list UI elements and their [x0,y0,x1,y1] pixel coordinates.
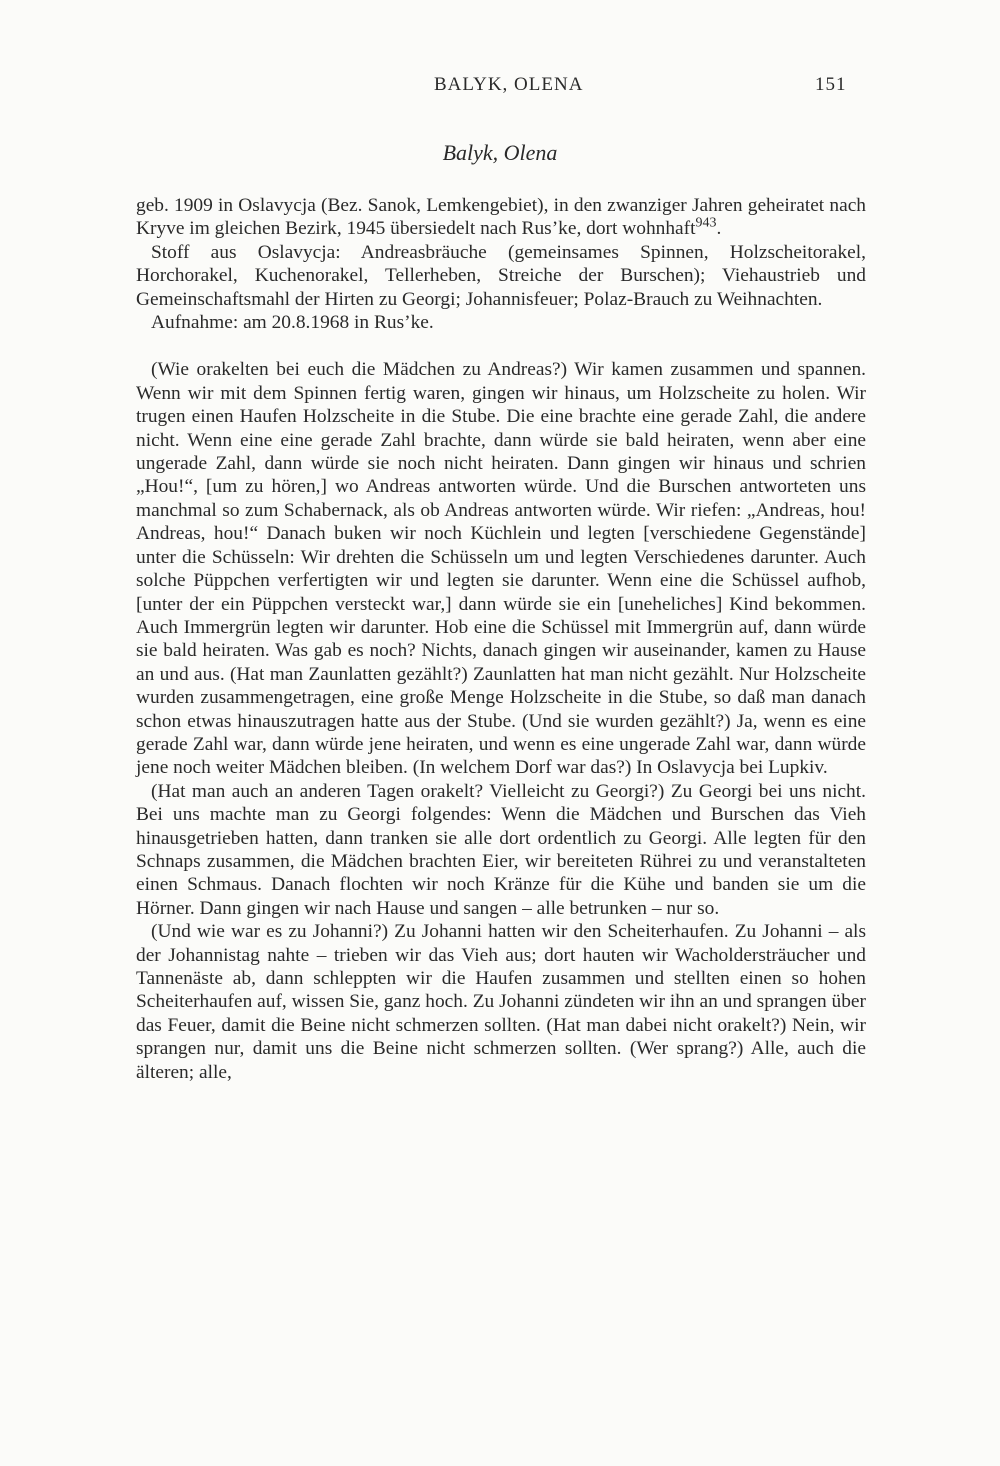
bio-end: . [716,218,722,240]
aufnahme-paragraph: Aufnahme: am 20.8.1968 in Rus’ke. [151,312,434,334]
entry-title: Balyk, Olena [442,140,558,165]
running-title: BALYK, OLENA [434,74,584,95]
body-text [136,194,866,1084]
footnote-ref: 943 [695,215,717,231]
section-gap [136,334,866,358]
bio-paragraph [136,194,866,241]
interview-paragraph-johanni: (Und wie war es zu Johanni?) Zu Johanni hatten wir den Scheiterhaufen. Zu Johanni – als der Johannistag nahte – trieben wir das Vieh aus; dort hauten wir Wacholdersträucher und Tannenäste ab, dann schleppten wir die Haufen zusammen und stellten einen so hohen Scheiterhaufen auf, wissen Sie, ganz hoch. Zu Johanni zündeten wir ihn an und sprangen über das Feuer, damit die Beine nicht schmerzen sollten. (Hat man dabei nicht orakelt?) Nein, wir sprangen nur, damit uns die Beine nicht schmerzen sollten. (Wer sprang?) Alle, auch die älteren; alle, [136,921,866,1083]
page-number: 151 [815,74,847,95]
stoff-paragraph: Stoff aus Oslavycja: Andreasbräuche (gemeinsames Spinnen, Holzscheitorakel, Horchorakel, Kuchenorakel, Tellerheben, Streiche der Burschen); Viehaustrieb und Gemeinschaftsmahl der Hirten zu Georgi; Johannisfeuer; Polaz-Brauch zu Weihnachten. [136,241,866,310]
interview-paragraph-andreas: (Wie orakelten bei euch die Mädchen zu Andreas?) Wir kamen zusammen und spannen. Wenn wir mit dem Spinnen fertig waren, gingen wir hinaus, um Holzscheite zu holen. Wir trugen einen Haufen Holzscheite in die Stube. Die eine brachte eine gerade Zahl, die andere nicht. Wenn eine eine gerade Zahl brachte, dann würde sie bald heiraten, wenn aber eine ungerade Zahl, dann würde sie noch nicht heiraten. Dann gingen wir hinaus und schrien „Hou!“, [um zu hören,] wo Andreas antworten würde. Und die Burschen antworteten uns manchmal so zum Schabernack, als ob Andreas antworten würde. Wir riefen: „Andreas, hou! Andreas, hou!“ Danach buken wir noch Küchlein und legten [verschiedene Gegenstände] unter die Schüsseln: Wir drehten die Schüsseln um und legten Verschiedenes darunter. Auch solche Püppchen verfertigten wir und legten sie darunter. Wenn eine die Schüssel aufhob, [unter der ein Püppchen versteckt war,] dann würde sie ein [uneheliches] Kind bekommen. Auch Immergrün legten wir darunter. Hob eine die Schüssel mit Immergrün auf, dann würde sie bald heiraten. Was gab es noch? Nichts, danach gingen wir auseinander, kamen zu Hause an und aus. (Hat man Zaunlatten gezählt?) Zaunlatten hat man nicht gezählt. Nur Holzscheite wurden zusammengetragen, eine große Menge Holzscheite in die Stube, so daß man danach schon etwas hinauszutragen hatte aus der Stube. (Und sie wurden gezählt?) Ja, wenn es eine gerade Zahl war, dann würde jene heiraten, und wenn es eine ungerade Zahl war, dann würde jene noch weiter Mädchen bleiben. (In welchem Dorf war das?) In Oslavycja bei Lupkiv. [136,359,866,779]
bio-text: geb. 1909 in Oslavycja (Bez. Sanok, Lemkengebiet), in den zwanziger Jahren geheiratet nach Kryve im gleichen Bezirk, 1945 übersiedelt nach Rus’ke, dort wohnhaft [136,195,866,240]
interview-paragraph-georgi: (Hat man auch an anderen Tagen orakelt? Vielleicht zu Georgi?) Zu Georgi bei uns nicht. Bei uns machte man zu Georgi folgendes: Wenn die Mädchen und Burschen das Vieh hinausgetrieben hatten, dann tranken sie alle dort ordentlich zu Georgi. Alle legten für den Schnaps zusammen, die Mädchen brachten Eier, wir bereiteten Rührei zu und veranstalteten einen Schmaus. Danach flochten wir noch Kränze für die Kühe und banden sie um die Hörner. Dann gingen wir nach Hause und sangen – alle betrunken – nur so. [136,780,866,919]
